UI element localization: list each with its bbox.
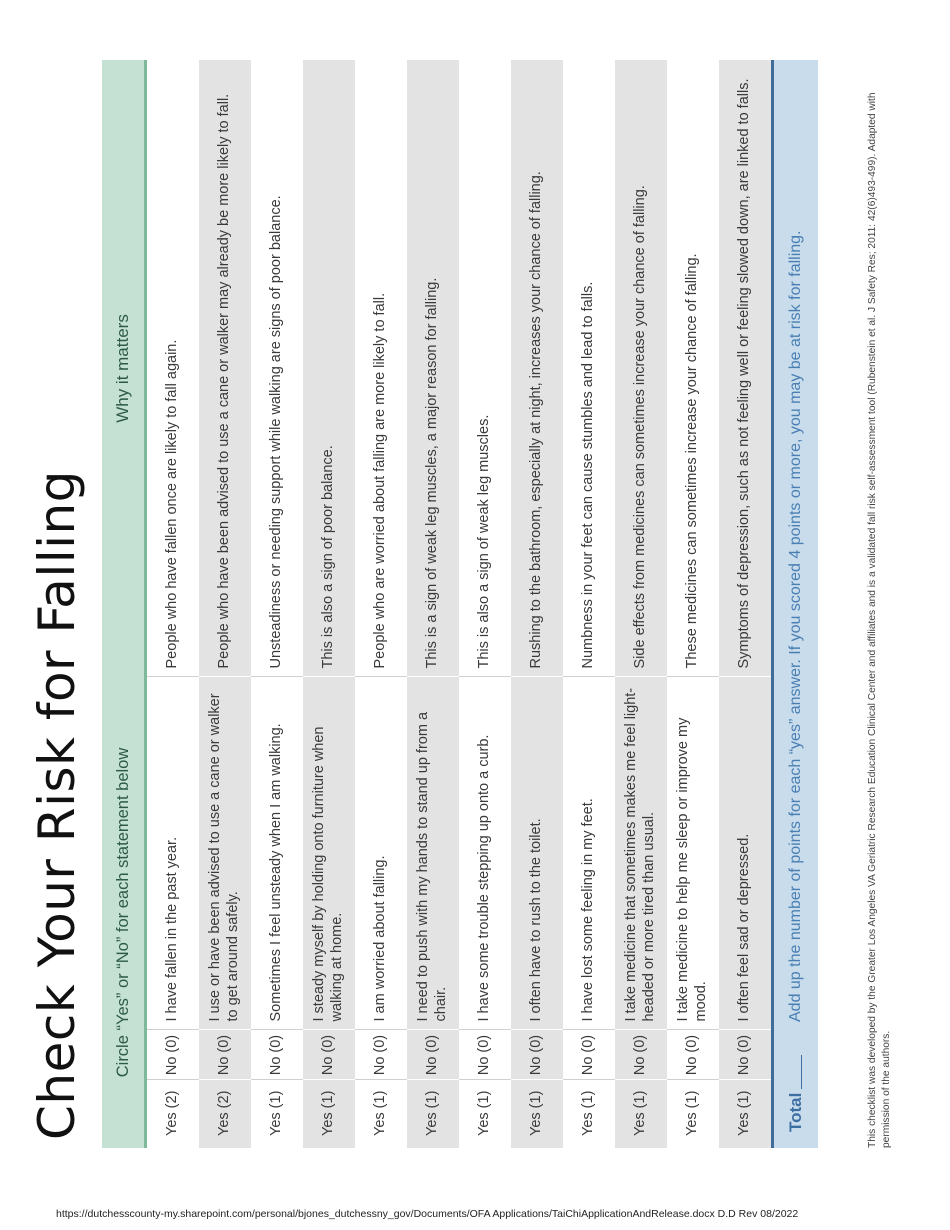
statement-cell: I steady myself by holding onto furniture when walking at home. <box>303 677 355 1030</box>
yes-option: Yes (1) <box>667 1080 719 1148</box>
no-option: No (0) <box>667 1030 719 1080</box>
why-it-matters-cell: People who have fallen once are likely to fall again. <box>146 60 200 677</box>
table-row <box>303 60 355 1148</box>
no-option: No (0) <box>199 1030 251 1080</box>
yes-option: Yes (1) <box>719 1080 773 1148</box>
no-option: No (0) <box>459 1030 511 1080</box>
table-row <box>355 60 407 1148</box>
statement-cell: I take medicine that sometimes makes me feel light-headed or more tired than usual. <box>615 677 667 1030</box>
total-row <box>773 60 819 1148</box>
statement-cell: I have fallen in the past year. <box>146 677 200 1030</box>
why-it-matters-cell: People who are worried about falling are more likely to fall. <box>355 60 407 677</box>
source-footnote: This checklist was developed by the Greater Los Angeles VA Geriatric Research Education Clinical Center and affiliates and is a validated fall risk self-assessment tool (Rubenstein et al. J Safety Res; 2011: 42(6)493-499). Adapted with permission of the authors. <box>867 92 892 1148</box>
no-option: No (0) <box>615 1030 667 1080</box>
no-option: No (0) <box>719 1030 773 1080</box>
no-option: No (0) <box>407 1030 459 1080</box>
yes-option: Yes (2) <box>199 1080 251 1148</box>
circle-yes-no-header: Circle “Yes” or “No” for each statement below <box>102 677 146 1148</box>
table-row <box>146 60 200 1148</box>
statement-cell: I have lost some feeling in my feet. <box>563 677 615 1030</box>
statement-cell: I take medicine to help me sleep or improve my mood. <box>667 677 719 1030</box>
table-row <box>667 60 719 1148</box>
why-it-matters-cell: Side effects from medicines can sometimes increase your chance of falling. <box>615 60 667 677</box>
table-row <box>459 60 511 1148</box>
no-option: No (0) <box>563 1030 615 1080</box>
yes-option: Yes (1) <box>563 1080 615 1148</box>
statement-cell: I often have to rush to the toilet. <box>511 677 563 1030</box>
table-row <box>719 60 773 1148</box>
why-it-matters-cell: This is a sign of weak leg muscles, a major reason for falling. <box>407 60 459 677</box>
no-option: No (0) <box>303 1030 355 1080</box>
statement-cell: I have some trouble stepping up onto a curb. <box>459 677 511 1030</box>
total-instructions: Add up the number of points for each “yes” answer. If you scored 4 points or more, you may be at risk for falling. <box>773 60 819 1030</box>
yes-option: Yes (1) <box>511 1080 563 1148</box>
why-it-matters-header: Why it matters <box>102 60 146 677</box>
total-label: Total <box>786 1092 805 1132</box>
statement-cell: Sometimes I feel unsteady when I am walking. <box>251 677 303 1030</box>
statement-cell: I need to push with my hands to stand up from a chair. <box>407 677 459 1030</box>
why-it-matters-cell: This is also a sign of weak leg muscles. <box>459 60 511 677</box>
table-header-row <box>102 60 146 1148</box>
yes-option: Yes (1) <box>407 1080 459 1148</box>
yes-option: Yes (1) <box>355 1080 407 1148</box>
yes-option: Yes (2) <box>146 1080 200 1148</box>
table-row <box>563 60 615 1148</box>
table-row <box>251 60 303 1148</box>
yes-option: Yes (1) <box>615 1080 667 1148</box>
total-blank-line <box>801 1055 802 1089</box>
table-row <box>199 60 251 1148</box>
yes-option: Yes (1) <box>303 1080 355 1148</box>
risk-checklist-table <box>102 60 818 1148</box>
no-option: No (0) <box>146 1030 200 1080</box>
table-row <box>511 60 563 1148</box>
no-option: No (0) <box>251 1030 303 1080</box>
yes-option: Yes (1) <box>251 1080 303 1148</box>
why-it-matters-cell: Symptoms of depression, such as not feeling well or feeling slowed down, are linked to falls. <box>719 60 773 677</box>
yes-option: Yes (1) <box>459 1080 511 1148</box>
footer-url: https://dutchesscounty-my.sharepoint.com/personal/bjones_dutchessny_gov/Documents/OFA Applications/TaiChiApplicationAndRelease.docx D.D Rev 08/2022 <box>56 1208 799 1220</box>
no-option: No (0) <box>355 1030 407 1080</box>
no-option: No (0) <box>511 1030 563 1080</box>
statement-cell: I am worried about falling. <box>355 677 407 1030</box>
why-it-matters-cell: Numbness in your feet can cause stumbles and lead to falls. <box>563 60 615 677</box>
statement-cell: I use or have been advised to use a cane or walker to get around safely. <box>199 677 251 1030</box>
why-it-matters-cell: Rushing to the bathroom, especially at night, increases your chance of falling. <box>511 60 563 677</box>
checklist-rows <box>146 60 773 1148</box>
document-title: Check Your Risk for Falling <box>28 470 86 1140</box>
table-row <box>615 60 667 1148</box>
table-row <box>407 60 459 1148</box>
why-it-matters-cell: This is also a sign of poor balance. <box>303 60 355 677</box>
why-it-matters-cell: Unsteadiness or needing support while walking are signs of poor balance. <box>251 60 303 677</box>
why-it-matters-cell: These medicines can sometimes increase your chance of falling. <box>667 60 719 677</box>
total-label-cell <box>773 1030 819 1148</box>
why-it-matters-cell: People who have been advised to use a cane or walker may already be more likely to fall. <box>199 60 251 677</box>
statement-cell: I often feel sad or depressed. <box>719 677 773 1030</box>
